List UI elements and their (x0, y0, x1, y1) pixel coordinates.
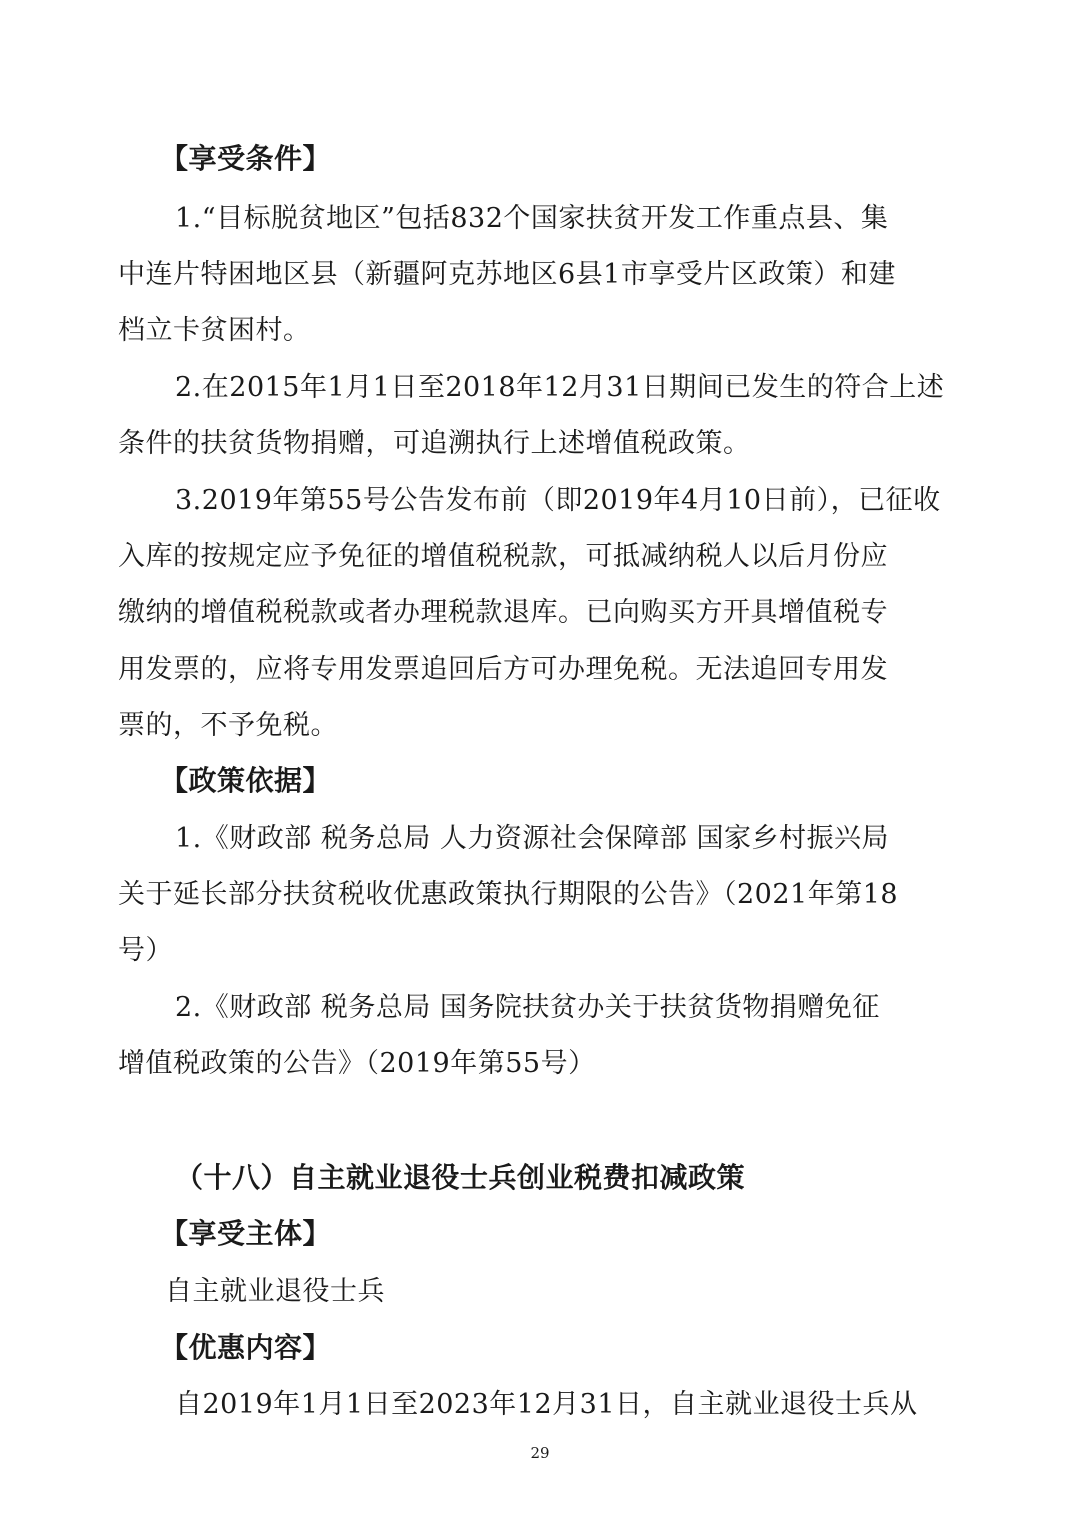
basis-2-line-2: 增值税政策的公告》（2019年第55号） (118, 1048, 596, 1079)
heading-beneficiary: 【享受主体】 (160, 1217, 332, 1250)
basis-1-line-1: 1.《财政部 税务总局 人力资源社会保障部 国家乡村振兴局 (175, 823, 890, 854)
condition-2-line-2: 条件的扶贫货物捐赠，可追溯执行上述增值税政策。 (118, 428, 751, 459)
condition-3-line-3: 缴纳的增值税税款或者办理税款退库。已向购买方开具增值税专 (118, 597, 888, 628)
condition-3-line-5: 票的，不予免税。 (118, 710, 338, 741)
basis-2-line-1: 2.《财政部 税务总局 国务院扶贫办关于扶贫货物捐赠免征 (175, 992, 880, 1023)
beneficiary-text: 自主就业退役士兵 (165, 1276, 385, 1307)
heading-policy-basis: 【政策依据】 (160, 764, 332, 797)
basis-1-line-3: 号） (118, 935, 173, 966)
basis-1-line-2: 关于延长部分扶贫税收优惠政策执行期限的公告》（2021年第18 (118, 879, 899, 910)
page-number: 29 (530, 1444, 550, 1462)
condition-2-line-1: 2.在2015年1月1日至2018年12月31日期间已发生的符合上述 (175, 372, 945, 403)
benefit-text-line-1: 自2019年1月1日至2023年12月31日，自主就业退役士兵从 (175, 1389, 918, 1420)
condition-3-line-2: 入库的按规定应予免征的增值税税款，可抵减纳税人以后月份应 (118, 541, 888, 572)
heading-conditions: 【享受条件】 (160, 142, 332, 175)
condition-3-line-1: 3.2019年第55号公告发布前（即2019年4月10日前），已征收 (175, 485, 941, 516)
condition-3-line-4: 用发票的，应将专用发票追回后方可办理免税。无法追回专用发 (118, 654, 888, 685)
heading-benefit: 【优惠内容】 (160, 1331, 332, 1364)
section-title-veterans: （十八）自主就业退役士兵创业税费扣减政策 (175, 1161, 746, 1194)
condition-1-line-1: 1.“目标脱贫地区”包括832个国家扶贫开发工作重点县、集 (175, 203, 889, 234)
condition-1-line-2: 中连片特困地区县（新疆阿克苏地区6县1市享受片区政策）和建 (118, 259, 896, 290)
condition-1-line-3: 档立卡贫困村。 (118, 315, 311, 346)
